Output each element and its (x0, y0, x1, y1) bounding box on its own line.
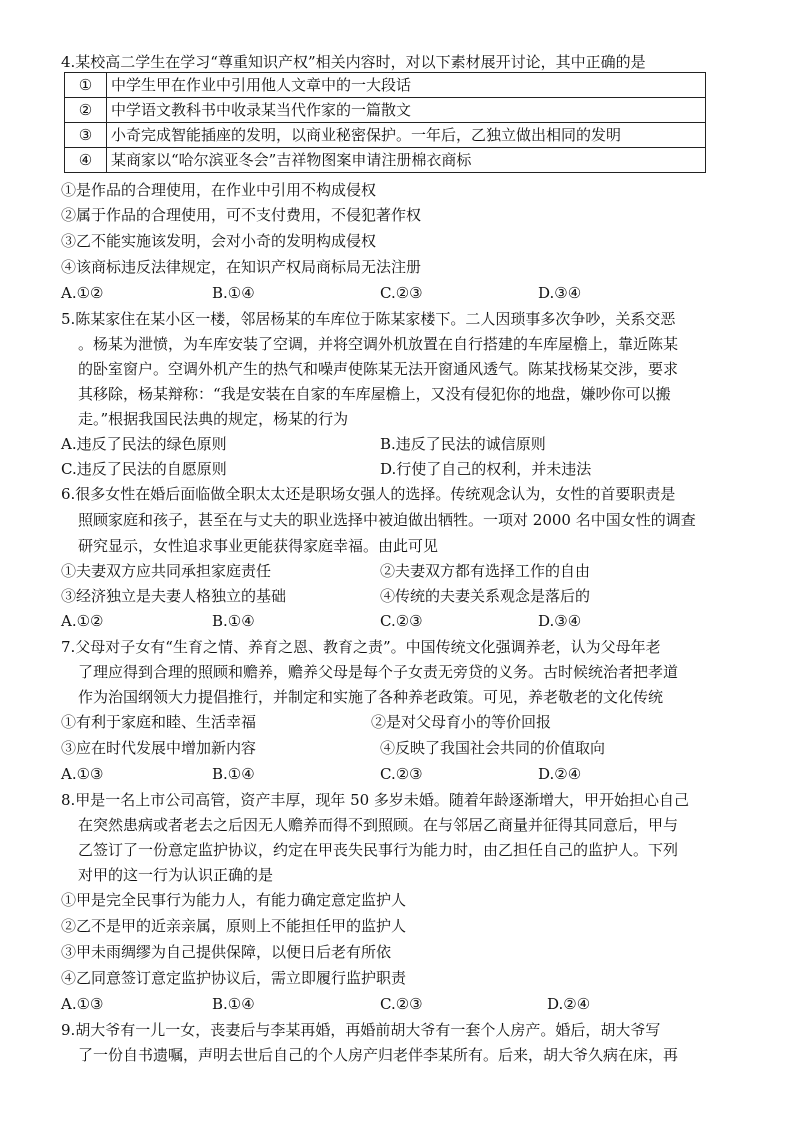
q4-option-a[interactable]: A.①② (61, 284, 104, 302)
q5-option-c[interactable]: C.违反了民法的自愿原则 (61, 460, 227, 478)
q5-stem-line: 的卧室窗户。空调外机产生的热气和噪声使陈某无法开窗通风透气。陈某找杨某交涉，要求 (78, 360, 679, 378)
q4-statement: ②属于作品的合理使用，可不支付费用，不侵犯著作权 (61, 206, 422, 224)
q4-material-table (64, 72, 706, 173)
q4-statement: ③乙不能实施该发明，会对小奇的发明构成侵权 (61, 232, 377, 250)
q6-stem-line: 研究显示，女性追求事业更能获得家庭幸福。由此可见 (78, 537, 439, 555)
q5-option-a[interactable]: A.违反了民法的绿色原则 (61, 435, 227, 453)
q8-statement: ②乙不是甲的近亲亲属，原则上不能担任甲的监护人 (61, 917, 407, 935)
q5-stem-line: 走。”根据我国民法典的规定，杨某的行为 (78, 410, 349, 428)
table-cell-num: ② (65, 98, 107, 123)
q8-option-c[interactable]: C.②③ (380, 995, 423, 1013)
q7-option-a[interactable]: A.①③ (61, 765, 104, 783)
q7-statement: ②是对父母育小的等价回报 (371, 713, 552, 731)
q8-statement: ④乙同意签订意定监护协议后，需立即履行监护职责 (61, 969, 407, 987)
q4-option-c[interactable]: C.②③ (380, 284, 423, 302)
q8-stem-line: 8.甲是一名上市公司高管，资产丰厚，现年 50 多岁未婚。随着年龄逐渐增大，甲开始担心自己 (61, 791, 689, 809)
q8-option-d[interactable]: D.②④ (547, 995, 591, 1013)
q6-option-d[interactable]: D.③④ (538, 612, 582, 630)
q6-statement: ②夫妻双方都有选择工作的自由 (380, 562, 591, 580)
q7-stem-line: 作为治国纲领大力提倡推行，并制定和实施了各种养老政策。可见，养老敬老的文化传统 (78, 688, 664, 706)
q5-stem-line: 5.陈某家住在某小区一楼，邻居杨某的车库位于陈某家楼下。二人因琐事多次争吵，关系交恶 (61, 310, 676, 328)
q6-option-b[interactable]: B.①④ (212, 612, 255, 630)
q6-statement: ①夫妻双方应共同承担家庭责任 (61, 562, 272, 580)
q7-stem-line: 了理应得到合理的照顾和赡养，赡养父母是每个子女责无旁贷的义务。古时候统治者把孝道 (78, 663, 679, 681)
q8-option-b[interactable]: B.①④ (212, 995, 255, 1013)
table-row (65, 98, 706, 123)
table-cell-num: ③ (65, 123, 107, 148)
q5-stem-line: 。杨某为泄愤，为车库安装了空调，并将空调外机放置在自行搭建的车库屋檐上，靠近陈某 (78, 335, 679, 353)
q7-option-d[interactable]: D.②④ (538, 765, 582, 783)
q8-stem-line: 乙签订了一份意定监护协议，约定在甲丧失民事行为能力时，由乙担任自己的监护人。下列 (78, 841, 679, 859)
table-row (65, 123, 706, 148)
q8-stem-line: 对甲的这一行为认识正确的是 (78, 866, 274, 884)
q6-option-c[interactable]: C.②③ (380, 612, 423, 630)
table-cell-text: 中学语文教科书中收录某当代作家的一篇散文 (107, 98, 706, 123)
q6-stem-line: 照顾家庭和孩子，甚至在与丈夫的职业选择中被迫做出牺牲。一项对 2000 名中国女性的调查 (78, 511, 696, 529)
q5-stem-line: 其移除，杨某辩称：“我是安装在自家的车库屋檐上，又没有侵犯你的地盘，嫌吵你可以搬 (78, 385, 671, 403)
q7-statement: ④反映了我国社会共同的价值取向 (380, 739, 606, 757)
q6-option-a[interactable]: A.①② (61, 612, 104, 630)
q8-statement: ①甲是完全民事行为能力人，有能力确定意定监护人 (61, 891, 407, 909)
q8-option-a[interactable]: A.①③ (61, 995, 104, 1013)
q4-stem: 4.某校高二学生在学习“尊重知识产权”相关内容时，对以下素材展开讨论，其中正确的是 (61, 53, 646, 71)
table-cell-text: 中学生甲在作业中引用他人文章中的一大段话 (107, 73, 706, 98)
q4-option-b[interactable]: B.①④ (212, 284, 255, 302)
q7-option-b[interactable]: B.①④ (212, 765, 255, 783)
table-row (65, 73, 706, 98)
q9-stem-line: 9.胡大爷有一儿一女，丧妻后与李某再婚，再婚前胡大爷有一套个人房产。婚后，胡大爷写 (61, 1021, 661, 1039)
q7-statement: ①有利于家庭和睦、生活幸福 (61, 713, 257, 731)
q4-statement: ①是作品的合理使用，在作业中引用不构成侵权 (61, 181, 377, 199)
table-cell-text: 小奇完成智能插座的发明，以商业秘密保护。一年后，乙独立做出相同的发明 (107, 123, 706, 148)
q7-stem-line: 7.父母对子女有“生育之情、养育之恩、教育之责”。中国传统文化强调养老，认为父母年老 (61, 638, 661, 656)
table-cell-text: 某商家以“哈尔滨亚冬会”吉祥物图案申请注册棉衣商标 (107, 148, 706, 173)
table-row (65, 148, 706, 173)
q9-stem-line: 了一份自书遗嘱，声明去世后自己的个人房产归老伴李某所有。后来，胡大爷久病在床，再 (78, 1046, 679, 1064)
q5-option-b[interactable]: B.违反了民法的诚信原则 (380, 435, 546, 453)
q7-statement: ③应在时代发展中增加新内容 (61, 739, 257, 757)
q8-stem-line: 在突然患病或者老去之后因无人赡养而得不到照顾。在与邻居乙商量并征得其同意后，甲与 (78, 816, 679, 834)
q6-statement: ③经济独立是夫妻人格独立的基础 (61, 587, 287, 605)
q6-stem-line: 6.很多女性在婚后面临做全职太太还是职场女强人的选择。传统观念认为，女性的首要职责是 (61, 485, 676, 503)
q4-option-d[interactable]: D.③④ (538, 284, 582, 302)
q4-statement: ④该商标违反法律规定，在知识产权局商标局无法注册 (61, 258, 422, 276)
q7-option-c[interactable]: C.②③ (380, 765, 423, 783)
q5-option-d[interactable]: D.行使了自己的权利，并未违法 (380, 460, 592, 478)
table-cell-num: ④ (65, 148, 107, 173)
q8-statement: ③甲未雨绸缪为自己提供保障，以便日后老有所依 (61, 943, 392, 961)
table-cell-num: ① (65, 73, 107, 98)
q6-statement: ④传统的夫妻关系观念是落后的 (380, 587, 591, 605)
